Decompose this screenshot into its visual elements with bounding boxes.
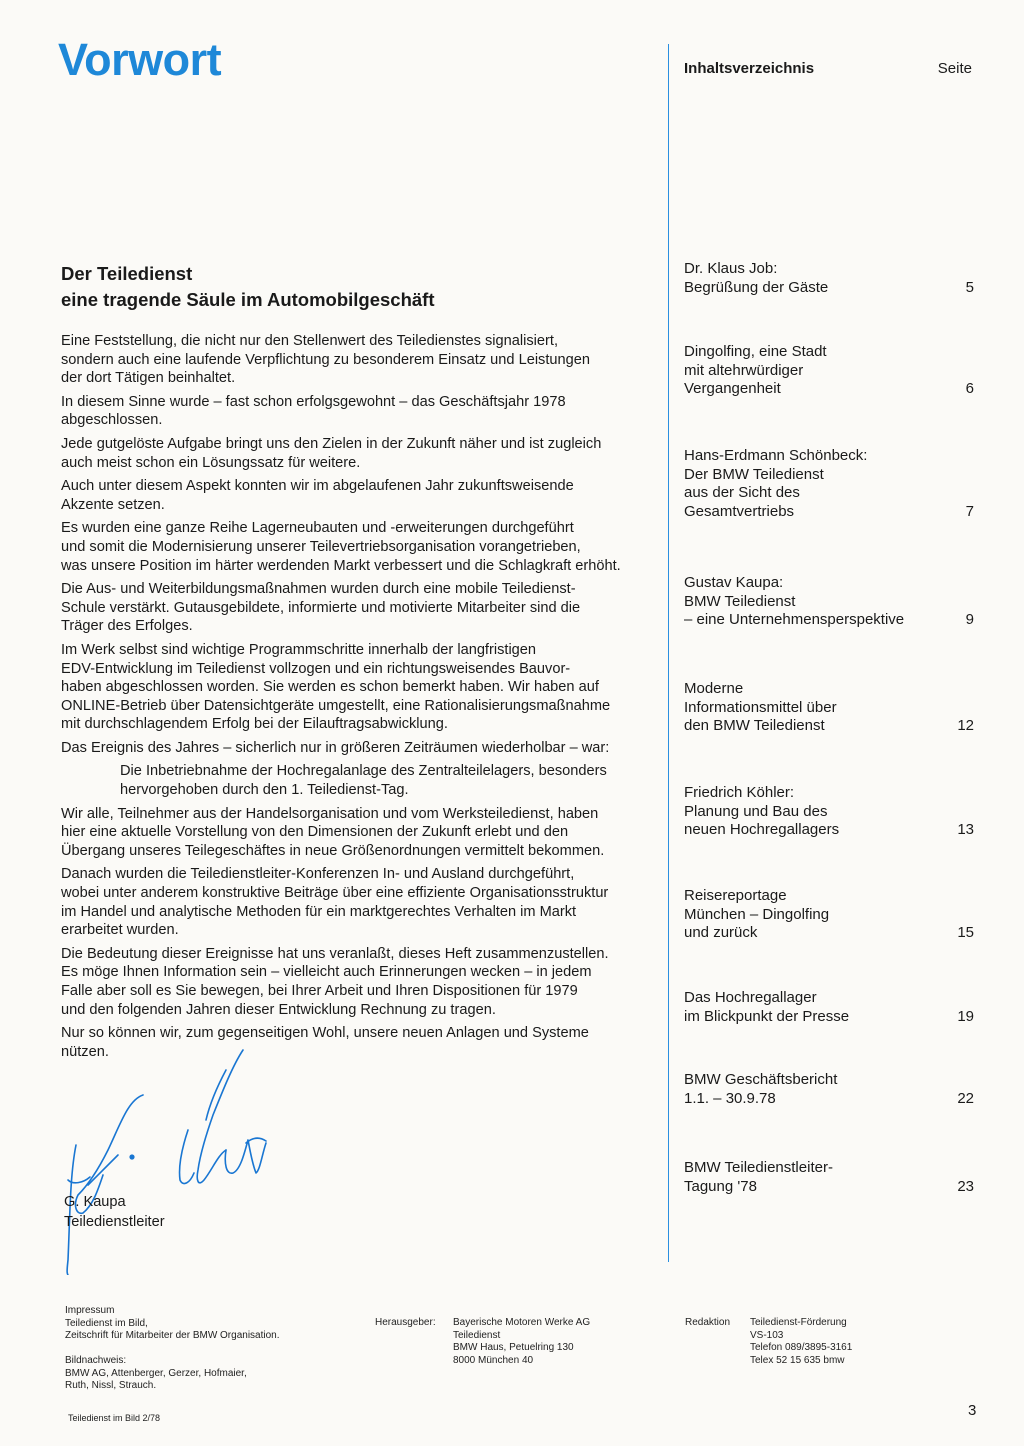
toc-entry-title xyxy=(684,989,934,1026)
toc-entry-line: im Blickpunkt der Presse xyxy=(684,1007,850,1025)
article-heading-line: Der Teiledienst xyxy=(61,263,193,284)
toc-entry-line: Tagung '78 xyxy=(684,1177,757,1195)
footer-line: Teiledienst xyxy=(453,1329,501,1341)
footer-redaktion xyxy=(750,1317,852,1367)
toc-entry-page: 22 xyxy=(957,1089,974,1107)
toc-entry-page: 7 xyxy=(965,502,974,520)
body-paragraph xyxy=(61,580,661,636)
body-line: Wir alle, Teilnehmer aus der Handelsorganisation und vom Werksteiledienst, haben xyxy=(61,805,599,822)
body-line: Falle aber soll es Sie bewegen, bei Ihrer Arbeit und Ihren Dispositionen für 1979 xyxy=(61,983,578,999)
toc-entry-page: 19 xyxy=(957,1007,974,1025)
page-number: 3 xyxy=(968,1402,977,1419)
footer-line: Teiledienst im Bild, xyxy=(65,1317,148,1329)
toc-entry-line: und zurück xyxy=(684,924,758,942)
article-body xyxy=(61,332,661,1066)
toc-entry-page: 6 xyxy=(965,380,974,398)
body-line: Nur so können wir, zum gegenseitigen Wohl, unsere neuen Anlagen und Systeme xyxy=(61,1025,589,1042)
body-line: Die Bedeutung dieser Ereignisse hat uns veranlaßt, dieses Heft zusammenzustellen. xyxy=(61,945,609,962)
body-line: sondern auch eine laufende Verpflichtung zu besonderem Einsatz und Leistungen xyxy=(61,351,590,368)
footer-issue: Teiledienst im Bild 2/78 xyxy=(68,1413,161,1423)
toc-entry-line: BMW Teiledienst xyxy=(684,592,796,610)
body-paragraph xyxy=(61,805,661,861)
footer-line: Bayerische Motoren Werke AG xyxy=(453,1317,591,1328)
footer-herausgeber xyxy=(453,1317,590,1367)
toc-entry-page: 23 xyxy=(957,1177,974,1195)
toc-entry xyxy=(684,574,974,630)
toc-entry xyxy=(684,784,974,840)
body-line: nützen. xyxy=(61,1043,109,1060)
body-line: EDV-Entwicklung im Teiledienst vollzogen und ein richtungsweisendes Bauvor- xyxy=(61,660,571,677)
footer-line: Bildnachweis: xyxy=(65,1355,127,1366)
toc-entry-line: Dr. Klaus Job: xyxy=(684,260,778,277)
body-line: erarbeitet wurden. xyxy=(61,922,179,939)
toc-entry-line: Reisereportage xyxy=(684,887,787,904)
toc-entry xyxy=(684,260,974,297)
signature-role: Teiledienstleiter xyxy=(64,1214,165,1230)
body-line: abgeschlossen. xyxy=(61,412,163,429)
body-line: hier eine aktuelle Vorstellung von den Dimensionen der Zukunft erlebt und den xyxy=(61,824,569,841)
body-line: Die Aus- und Weiterbildungsmaßnahmen wurden durch eine mobile Teiledienst- xyxy=(61,581,576,598)
footer-bildnachweis xyxy=(65,1355,247,1393)
footer-line: Redaktion xyxy=(685,1317,731,1328)
toc-entry-page: 13 xyxy=(957,821,974,839)
footer-line: Teiledienst-Förderung xyxy=(750,1317,847,1328)
toc-entry-line: – eine Unternehmensperspektive xyxy=(684,611,905,629)
toc-entry-page: 15 xyxy=(957,924,974,942)
body-line: Jede gutgelöste Aufgabe bringt uns den Zielen in der Zukunft näher und ist zugleich xyxy=(61,435,602,452)
body-line: haben abgeschlossen worden. Sie werden es schon bemerkt haben. Wir haben auf xyxy=(61,679,599,696)
body-paragraph xyxy=(61,477,661,514)
body-paragraph xyxy=(61,739,661,758)
toc-entry-line: Dingolfing, eine Stadt xyxy=(684,343,827,360)
body-line: im Handel und analytische Methoden für ein marktgerechtes Verhalten im Markt xyxy=(61,903,577,920)
body-line: In diesem Sinne wurde – fast schon erfolgsgewohnt – das Geschäftsjahr 1978 xyxy=(61,393,566,410)
page-title: Vorwort xyxy=(58,34,222,85)
toc-entry-page: 9 xyxy=(965,611,974,629)
body-paragraph xyxy=(61,641,661,734)
toc-entry-title xyxy=(684,574,934,630)
footer-line: 8000 München 40 xyxy=(453,1354,534,1366)
body-paragraph xyxy=(61,945,661,1019)
body-line: Auch unter diesem Aspekt konnten wir im abgelaufenen Jahr zukunftsweisende xyxy=(61,478,574,495)
toc-header-label: Inhaltsverzeichnis xyxy=(684,60,815,77)
body-line: hervorgehoben durch den 1. Teiledienst-Tag. xyxy=(120,782,409,799)
footer-line: Telex 52 15 635 bmw xyxy=(750,1354,845,1366)
toc-entry xyxy=(684,343,974,399)
footer-line: Impressum xyxy=(65,1305,115,1316)
body-paragraph xyxy=(61,435,661,472)
toc-entry-line: 1.1. – 30.9.78 xyxy=(684,1089,776,1107)
body-line: und den folgenden Jahren dieser Entwicklung Rechnung zu tragen. xyxy=(61,1001,496,1018)
body-paragraph xyxy=(61,519,661,575)
signature-scribble-icon xyxy=(48,1045,288,1275)
body-paragraph xyxy=(61,332,661,388)
body-line: und somit die Modernisierung unserer Teilevertriebsorganisation vorangetrieben, xyxy=(61,538,581,555)
body-line: Die Inbetriebnahme der Hochregalanlage des Zentralteilelagers, besonders xyxy=(120,763,607,780)
toc-entry xyxy=(684,447,974,521)
toc-entry-title xyxy=(684,260,934,297)
body-line: Es möge Ihnen Information sein – vielleicht auch Erinnerungen wecken – in jedem xyxy=(61,964,592,981)
body-line: ONLINE-Betrieb über Datensichtgeräte umgestellt, eine Rationalisierungsmaßnahme xyxy=(61,697,611,714)
toc-entry xyxy=(684,680,974,736)
footer-line: Zeitschrift für Mitarbeiter der BMW Organisation. xyxy=(65,1330,280,1341)
toc-entry-page: 5 xyxy=(965,278,974,296)
toc-entry xyxy=(684,989,974,1026)
toc-entry xyxy=(684,1071,974,1108)
body-line: Träger des Erfolges. xyxy=(61,618,193,635)
toc-entry-line: Planung und Bau des xyxy=(684,802,828,820)
toc-entry-line: Friedrich Köhler: xyxy=(684,784,795,801)
body-line: der dort Tätigen beinhaltet. xyxy=(61,370,236,387)
body-line: auch meist schon ein Lösungssatz für weitere. xyxy=(61,454,361,471)
toc-entry-line: München – Dingolfing xyxy=(684,905,830,923)
toc-entry-line: Informationsmittel über xyxy=(684,698,837,716)
body-line: Es wurden eine ganze Reihe Lagerneubauten und -erweiterungen durchgeführt xyxy=(61,520,574,537)
toc-header xyxy=(684,60,972,77)
body-line: Danach wurden die Teiledienstleiter-Konferenzen In- und Ausland durchgeführt, xyxy=(61,866,575,883)
body-paragraph xyxy=(61,762,661,799)
toc-entry-line: Begrüßung der Gäste xyxy=(684,278,829,296)
body-line: Übergang unseres Teilegeschäftes in neue Größenordnungen vermittelt bekommen. xyxy=(61,842,605,859)
signature xyxy=(48,1045,288,1275)
toc-entry-line: Hans-Erdmann Schönbeck: xyxy=(684,447,868,464)
toc-entry-line: Moderne xyxy=(684,680,744,697)
footer-redaktion-label xyxy=(685,1317,730,1330)
toc-entry-title xyxy=(684,887,934,943)
footer-line: BMW AG, Attenberger, Gerzer, Hofmaier, xyxy=(65,1367,247,1379)
article-heading xyxy=(61,261,661,313)
toc-entry-line: Gustav Kaupa: xyxy=(684,574,784,591)
body-line: Akzente setzen. xyxy=(61,496,165,513)
signature-name: G. Kaupa xyxy=(64,1194,126,1210)
toc-entry xyxy=(684,887,974,943)
body-line: Im Werk selbst sind wichtige Programmschritte innerhalb der langfristigen xyxy=(61,641,537,658)
footer-line: BMW Haus, Petuelring 130 xyxy=(453,1342,574,1353)
body-line: Schule verstärkt. Gutausgebildete, informierte und motivierte Mitarbeiter sind die xyxy=(61,599,581,616)
toc-entry-line: neuen Hochregallagers xyxy=(684,821,840,839)
toc-entry-title xyxy=(684,1159,934,1196)
toc-entry-title xyxy=(684,343,934,399)
body-line: mit durchschlagendem Erfolg bei der Eilauftragsabwicklung. xyxy=(61,716,448,733)
article-heading-line: eine tragende Säule im Automobilgeschäft xyxy=(61,289,435,310)
body-line: wobei unter anderem konstruktive Beiträge über eine effiziente Organisationsstruktur xyxy=(61,885,609,902)
toc-entry-line: BMW Teiledienstleiter- xyxy=(684,1159,833,1176)
toc-entry-line: Der BMW Teiledienst xyxy=(684,465,824,483)
signature-block xyxy=(64,1192,165,1232)
toc-entry-line: mit altehrwürdiger xyxy=(684,361,804,379)
toc-entry-line: BMW Geschäftsbericht xyxy=(684,1071,838,1088)
footer-line: VS-103 xyxy=(750,1329,784,1341)
toc-entry-line: den BMW Teiledienst xyxy=(684,717,825,735)
toc-header-seite: Seite xyxy=(937,60,972,77)
body-line: was unsere Position im härter werdenden Markt verbessert und die Schlagkraft erhöht. xyxy=(61,557,621,574)
toc-entry-line: aus der Sicht des xyxy=(684,484,800,502)
footer-line: Ruth, Nissl, Strauch. xyxy=(65,1380,157,1391)
toc-entry-line: Das Hochregallager xyxy=(684,989,817,1006)
toc-entry-title xyxy=(684,1071,934,1108)
footer-line: Herausgeber: xyxy=(375,1317,436,1328)
body-line: Das Ereignis des Jahres – sicherlich nur in größeren Zeiträumen wiederholbar – war: xyxy=(61,739,610,756)
toc-entry-line: Gesamtvertriebs xyxy=(684,502,795,520)
footer-line: Telefon 089/3895-3161 xyxy=(750,1342,853,1353)
footer-herausgeber-label xyxy=(375,1317,436,1330)
body-paragraph xyxy=(61,393,661,430)
toc-entry-title xyxy=(684,784,934,840)
body-paragraph xyxy=(61,865,661,939)
toc-entry-page: 12 xyxy=(957,717,974,735)
column-divider xyxy=(668,44,669,1262)
toc-entry xyxy=(684,1159,974,1196)
footer-impressum xyxy=(65,1305,280,1343)
body-line: Eine Feststellung, die nicht nur den Stellenwert des Teiledienstes signalisiert, xyxy=(61,333,559,349)
toc-entry-line: Vergangenheit xyxy=(684,380,781,398)
toc-entry-title xyxy=(684,447,934,521)
toc-entry-title xyxy=(684,680,934,736)
